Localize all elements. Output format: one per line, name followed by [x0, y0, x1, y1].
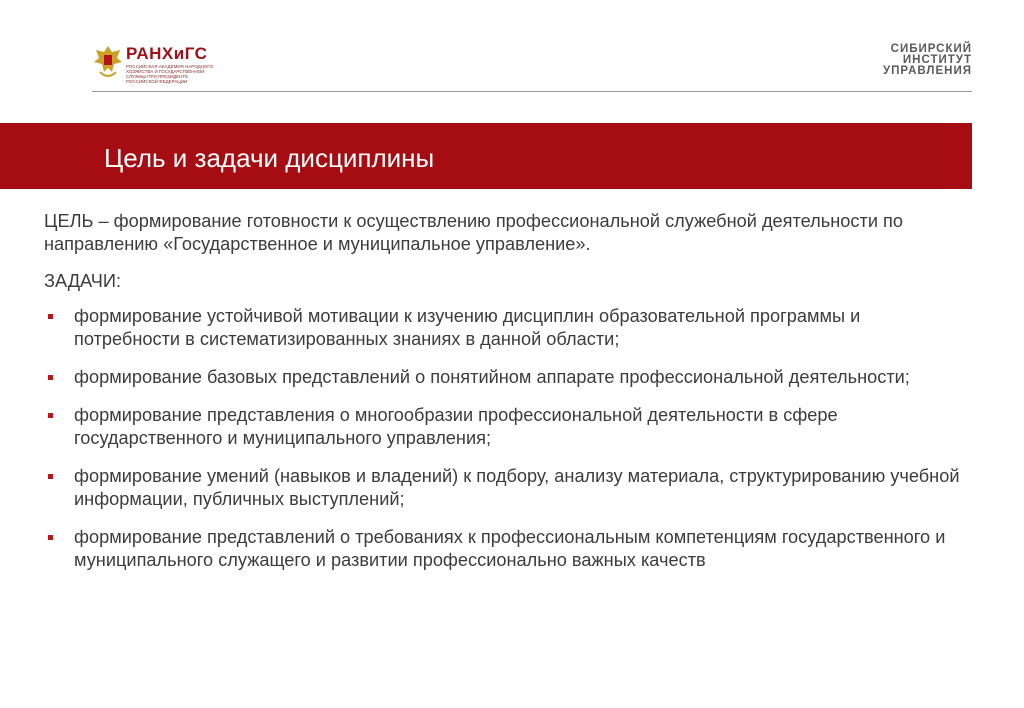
logo-title: РАНХиГС — [126, 44, 208, 63]
goal-text: ЦЕЛЬ – формирование готовности к осуществлению профессиональной служебной деятельности по направлению «Государственное и муниципальное управление». — [44, 211, 904, 254]
eagle-emblem-icon — [92, 42, 124, 82]
slide-title: Цель и задачи дисциплины — [104, 143, 435, 173]
task-text: формирование представления о многообразии профессиональной деятельности в сфере государственного и муниципального управления; — [74, 405, 838, 448]
task-text: формирование умений (навыков и владений) к подбору, анализу материала, структурированию учебной информации, публичных выступлений; — [74, 466, 960, 509]
logo-right-line2: ИНСТИТУТ — [902, 54, 972, 66]
slide-header — [0, 0, 1024, 100]
list-item — [44, 526, 964, 572]
square-bullet-icon — [48, 413, 53, 418]
list-item — [44, 305, 964, 351]
list-item — [44, 404, 964, 450]
tasks-heading: ЗАДАЧИ: — [44, 271, 121, 291]
list-item — [44, 465, 964, 511]
logo-subtitle: РОССИЙСКАЯ АКАДЕМИЯ НАРОДНОГО ХОЗЯЙСТВА И ГОСУДАРСТВЕННОЙ СЛУЖБЫ ПРИ ПРЕЗИДЕНТЕ РОССИЙСКОЙ ФЕДЕРАЦИИ — [126, 64, 214, 84]
square-bullet-icon — [48, 535, 53, 540]
list-item — [44, 366, 964, 389]
ranepa-logo — [92, 42, 232, 84]
square-bullet-icon — [48, 474, 53, 479]
title-bar — [0, 123, 972, 189]
task-text: формирование представлений о требованиях к профессиональным компетенциям государственного и муниципального служащего и развитии профессионально важных качеств — [74, 527, 946, 570]
square-bullet-icon — [48, 314, 53, 319]
slide-content — [44, 210, 964, 587]
logo-right-line1: СИБИРСКИЙ — [890, 43, 972, 55]
tasks-list — [44, 305, 964, 572]
header-divider — [92, 91, 972, 92]
task-text: формирование устойчивой мотивации к изучению дисциплин образовательной программы и потребности в систематизированных знаниях в данной области; — [74, 306, 861, 349]
logo-right-line3: УПРАВЛЕНИЯ — [883, 65, 972, 77]
task-text: формирование базовых представлений о понятийном аппарате профессиональной деятельности; — [74, 367, 910, 387]
square-bullet-icon — [48, 375, 53, 380]
siberian-institute-logo — [883, 44, 972, 77]
